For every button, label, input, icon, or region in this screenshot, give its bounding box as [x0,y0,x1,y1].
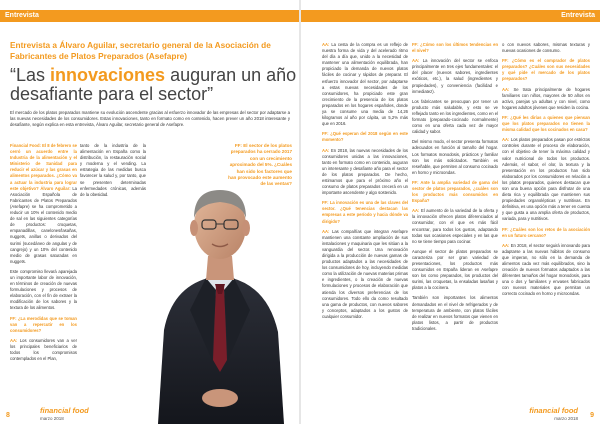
page-fold [299,0,301,424]
answer-lead: AA: [502,86,510,92]
answer-2-text: Los consumidores van a ver los principales beneficiarios de todos los compromisos contemplados en el Plan, [10,337,77,362]
page-number-left: 8 [6,412,10,419]
column-5 [502,42,590,412]
answer-lead: AA: [412,208,420,214]
section-band-left: Entrevista [0,10,299,22]
section-band-right: Entrevista [301,10,600,22]
question-2: FF: ¿La merodidas que se toman van a repercutir en los consumidores? [10,315,77,333]
column-4 [412,42,498,412]
question: FF: ¿Qué esperan del 2018 según en este momento? [322,131,408,143]
title-suffix: auguran un año desafiante para el sector” [10,65,297,104]
column-2 [80,143,146,273]
paragraph: Del mismo modo, el sector presenta formatos adecuados en función al tamaño del hogar. Los formatos monodosis, prácticos y familiar son los más solicitados. También es reseñable, que permiten al consumo cocinado en horno y microondas. [412,139,498,175]
kicker-suffix: secretario general de la Asociación de Fabricantes de Platos Preparados (Asefapre) [10,40,271,61]
answer-text: La cesta de la compra es un reflejo de nuestra forma de vida y del acelerado ritmo del día a día que, unido a la necesidad de mantener una alimentación equilibrada, han propiciado la demanda de nuevos platos fáciles de cocinar y rápidos de preparar. El esfuerzo innovador del sector, por adaptarse a estas nuevas necesidades de los consumidores, ha propiciado este gran crecimiento de la presencia de los platos preparados en los hogares españoles, donde ya se consume una media de 14,26 kilogramos al año por cápita, un 5,2% más que en 2016. [322,42,408,127]
portrait-illustration [150,160,290,424]
answer-lead: AA: [322,228,330,234]
page-number-right: 9 [590,412,594,419]
kicker-person: Álvaro Aguilar, [59,40,118,50]
issue-date-right: marzo 2018 [554,416,578,421]
answer-lead: AA: [322,147,330,153]
question: FF: ¿Cómo son los últimos tendencias en el nivel? [412,42,498,54]
column-1 [10,143,77,413]
answer-lead: AA: [412,58,420,64]
paragraph: Los fabricantes se preocupan por tener un producto más saludable, y esto se ve reflejado tanto en los ingredientes, como en el formato (preparado-cocinado normalmente) como en una oferta cada vez de mayor calidad y sabor. [412,98,498,135]
pull-quote: FF: El sector de los platos preparados ha cerrado 2017 con un crecimiento aproximado del 5%. ¿Cuáles han sido los factores que han provocado este aumento de las ventas? [228,143,292,187]
answer-text: En 2018, el sector seguirá innovando para adaptarse a las nuevas hábitos de consumo que imperan, no sólo en la demanda de alimentos cada vez más equilibrados, sino la creación de nuevos formatos adaptados a las diferentes tamaños del hogar monodosis, para una o dos y familiares y envases fabricados con nuevos materiales que permitan un correcto cocinado en horno y microondas. [502,242,590,297]
answer-lead: AA: [502,137,510,143]
issue-date-left: marzo 2018 [40,416,64,421]
question: FF: Ante la amplia variedad de gama del sector de platos preparados, ¿cuáles son los productos más consumidos en España? [412,179,498,204]
paragraph: Aunque el sector de platos preparados se caracteriza por ser gran variedad de presentaciones, los productos más consumidos en España lideran en Asefapre son los como preparados, los productos del surimi, las croquetas, la ensaladas lasañas y platos a la cocinera. [412,248,498,291]
article-intro: El mercado de los platos preparados mantiene su evolución ascendente gracias al esfuerzo innovador de las empresas del sector por adaptarse a las nuevas necesidades de los consumidores. Estas innovaciones, tanto en formato como en contenido, hacen prever un año 2018 interesante y desafiante, según explica en esta entrevista, Álvaro Aguilar, secretario general de Asefapre. [10,110,290,128]
answer-text: El aumento de la variedad de la oferta y la innovación ofrecen platos diferenciados al consumidor, con el que es más fácil encontrar, para todos los gustos, adaptando todas sus ocasiones especiales y en las que no se tiene tiempo para cocinar. [412,208,498,244]
answer-lead: AA: [10,337,18,343]
kicker-prefix: Entrevista a [10,40,60,50]
answer-text: La innovación del sector se enfoca principalmente en tres ejes fundamentales: el del placer (nuevos sabores, ingredientes exóticos, etc.), la salud (ingredientes y propiedades), y conveniencia (facilidad e inmediatez). [412,58,498,94]
interviewee-photo [150,160,290,424]
column-3 [322,42,408,412]
answer-name: Álvaro Aguilar: [40,185,71,191]
question: FF: ¿Cómo es el comprador de platos preparados? ¿Cuáles son sus necesidades y qué pide el mercado de los platos preparados? [502,58,590,82]
title-prefix: “Las [10,65,51,85]
answer-text: Las compañías que integran Asefapre mantienen una constante ampliación de sus instalaciones y maquinaria que les sitúan a la vanguardia del sector. Una renovación dirigida a la producción de nuevas gamas de productos adaptados a las necesidades de los consumidores de hoy, incluyendo medidas como la utilización de nuevas materias primas e ingredientes, o la creación de nuevas formulaciones y procesos de elaboración que atienda los diversos preferencias de los consumidores. Todo ello da como resultado una gama de productos, con nuevos sabores y conceptos, adaptados a los gustos de cualquier consumidor. [322,228,408,319]
answer-lead: AA: [502,242,510,248]
paragraph: También son importantes los alimentos demandados en el nivel de refrigerados y de temperatura de ambiente, con platos fáciles de realizar en nuevos formatos que vienen en platos listos, a partir de productos tradicionales. [412,295,498,331]
answer-text: Los platos preparados pasan por estrictos controles durante el proceso de elaboración, con el objetivo de tener la máxima calidad y valor nutricional de todos los productos. Además, el sabor, el olor, la textura y la presentación en los productos han sido elaborados por los consumidores en relación a los platos preparados, quienes destacan que son una buena opción para disfrutar de una dieta rica y equilibrada que mantienen sus propiedades organolépticas y nutritivas. En definitiva, es una opción más a tener en cuenta y que gusta a una amplia oferta de productos, variada, para y nutritivos. [502,137,590,222]
paragraph: Este compromiso llevará aparejada un importante labor de innovación, en términos de creación de nuevas formulaciones y procesos de elaboración, con el fin de extraer la modificación de los sabores y la textura de los alimentos. [10,268,77,311]
question: FF: ¿Qué les dirías a quienes que piensan que los platos preparados no tienen la misma calidad que los cocinados en casa? [502,114,590,133]
answer-1-text: La Asociación Española de Fabricantes de Platos Preparados (Asefapre) se ha comprometido a reducir un 10% el contenido medio de sal en las siguientes categorías de productos: croquetas, empanadillas, canelones/lasañas, nuggets, anillas o derivados del surimi (sucedáneo de angulas y de cangrejo) y un 10% del contenido medio de grasas saturadas en nuggets. [10,185,77,264]
answer-text: Se trata principalmente de hogares familiares con niños, mayores de 50 años en activo, parejas ya adultas y con nivel, como hogares adultos jóvenes que residen la cocina. [502,86,590,110]
paragraph: o con nuevos sabores, mismas texturas y nuevas ocasiones de consumo. [502,42,590,54]
question: FF: La innovación es una de las claves del sector. ¿Qué tenencias destacan las empresas a este período y hacia dónde va dirigido? [322,200,408,224]
brand-logo-left: financial food [40,406,89,415]
answer-lead: AA: [322,42,330,47]
question-1: Financial Food: El 8 de febrero se cerró un acuerdo entre la Industria de la alimentación y el Ministerio de Sanidad para reducir el azúcar y las grasas en alimentos preparados. ¿Cómo va a actuar la industria para lograr este objetivo? [10,143,78,191]
interview-kicker [10,40,300,61]
article-title [10,66,300,104]
answer-text: En 2018, las nuevas necesidades de los consumidores unidas a las innovaciones, tanto en formato como en contenido, auguran un interesante y desafiante año para el sector de los platos preparados. De hecho, estimamos que para el próximo año el consumo de platos preparados crecerá en un importante ascendente y algo sostenido. [322,147,408,196]
title-highlight: innovaciones [50,65,166,85]
paragraph: tanto de la industria de la alimentación en España como la distribución, la restauración social y moderna y el vending. La estrategia de las medidas busca favorecer la salud y, por tanto, que se presenten determinadas enfermedades crónicas, además de la obesidad. [80,143,146,197]
brand-logo-right: financial food [529,406,578,415]
question: FF: ¿Cuáles son los retos de la asociación en un futuro cercano? [502,226,590,238]
